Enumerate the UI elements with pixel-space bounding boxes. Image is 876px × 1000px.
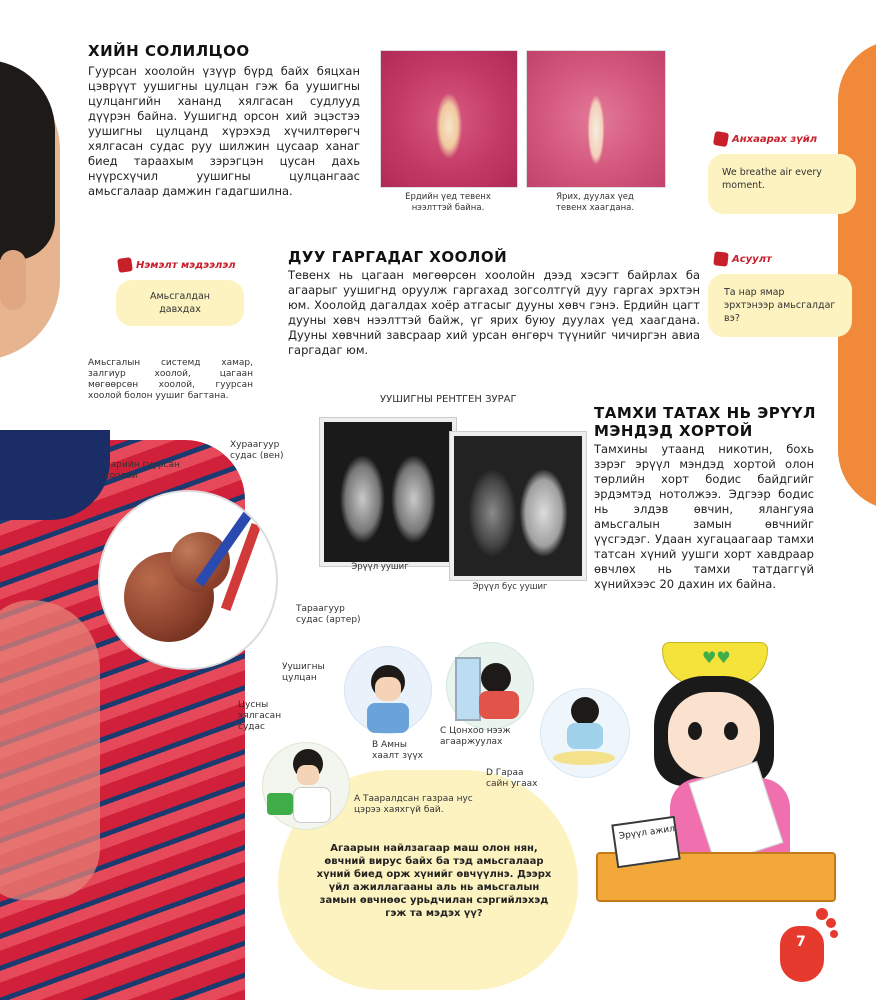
xray-title: УУШИГНЫ РЕНТГЕН ЗУРАГ: [380, 394, 517, 405]
bubble-right-text: Та нар ямар эрхтэнээр амьсгалдаг вэ?: [708, 274, 852, 337]
label-alveoli: Уушигны цулцан: [282, 662, 325, 683]
bubble-left-text: Амьсгалдан давхдах: [116, 280, 244, 326]
label-vein: Хураагуур судас (вен): [230, 440, 284, 461]
bubble-top-right-text: We breathe air every moment.: [708, 154, 856, 214]
xray-caption-unhealthy: Эрүүл бус уушиг: [472, 582, 548, 592]
respiratory-note: Амьсгалын системд хамар, залгиур хоолой, цагаан мөгөөрсөн хоолой, гуурсан хоолой болон уушиг багтана.: [88, 358, 253, 401]
label-artery: Тараагуур судас (артер): [296, 604, 361, 625]
photo-caption-left: Ердийн үед тевенх нээлттэй байна.: [405, 192, 491, 213]
tip-illustration-c: [446, 642, 534, 730]
page-number: 7: [796, 934, 806, 950]
tip-illustration-b: [344, 646, 432, 734]
bubble-right: Асуулт Та нар ямар эрхтэнээр амьсгалдаг вэ?: [708, 250, 853, 336]
photo-caption-right: Ярих, дуулах үед тевенх хаагдана.: [555, 192, 635, 213]
label-capillary: Цусны хялгасан судас: [238, 700, 282, 732]
label-bronchiole: Нарийн гуурсан хоолой: [104, 460, 180, 481]
xray-caption-healthy: Эрүүл уушиг: [351, 562, 409, 572]
cube-icon: [117, 257, 133, 273]
cube-icon: [713, 251, 728, 266]
nurse-sign: Эрүүл ажил: [618, 824, 676, 842]
tip-illustration-a: [262, 742, 350, 830]
bubble-top-right: Анхаарах зүйл We breathe air every moment.: [708, 132, 853, 214]
tip-d: D Гараа сайн угаах: [486, 768, 538, 789]
xray-healthy: [320, 418, 456, 566]
section3-title: ТАМХИ ТАТАХ НЬ ЭРҮҮЛ МЭНДЭД ХОРТОЙ: [594, 404, 816, 440]
tip-a: А Тааралдсан газраа нус цэрээ хаяхгүй бай.: [354, 794, 473, 815]
section1-paragraph: Гуурсан хоолойн үзүүр бүрд байх бяцхан цэврүүт уушигны цулцан гэж ба уушигны цулцангийн хананд хялгасан судлууд дүүрэн байна. Уушигнд орсон хий эцэстээ уушигны цулцанд хүрэхэд хүчилтөрөгч хялгасан судас руу шилжин цусаар ханаг биед тараахым зэрэгцэн цусан дахь нүүрсхүчил уушигны цулцангаас амьсгалаар дамжин гадагшилна.: [88, 64, 360, 198]
bubble-left: Нэмэлт мэдээлэл Амьсгалдан давхдах: [116, 256, 246, 330]
vocal-cords-open-photo: [380, 50, 518, 188]
hearts-icon: ♥♥: [702, 648, 731, 667]
section2-title: ДУУ ГАРГАДАГ ХООЛОЙ: [288, 248, 508, 266]
tip-b: B Амны хаалт зүүх: [372, 740, 423, 761]
question-text: Агаарын найлзагаар маш олон нян, өвчний вирус байх ба тэд амьсгалаар хүний биед орж хүнийг өвчүүлнэ. Дээрх үйл ажиллагааны аль нь амьсгалын замын өвчнөөс урьдчилан сэргийлэхэд гэж та мэдэх үү?: [316, 843, 552, 919]
section1-title: ХИЙН СОЛИЛЦОО: [88, 42, 250, 60]
section2-paragraph: Тевенх нь цагаан мөгөөрсөн хоолойн дээд хэсэгт байрлах ба агаарыг уушигнд оруулж гаргахад зогсолтгүй дуу гаргах эрхтэн юм. Хоолойд дагалдах хоёр атгасыг дууны хөвч гэнэ. Ердийн цагт дууны хөвч нээлттэй байж, үг ярих буюу дуулах үед хаагдана. Дууны хөвчний завсраар хий урсан өнгөрч түүнийг чичиргэн авиа гаргадаг юм.: [288, 268, 700, 357]
cube-icon: [713, 131, 729, 147]
section3-paragraph: Тамхины утаанд никотин, бохь зэрэг эрүүл мэндэд хортой олон төрлийн хорт бодис байдгийг эрдэмтэд нотолжээ. Эдгээр бодис нь элдэв өвчин, ялангуяа амьсгалын замын өвчнийг үүсгэдэг. Удаан хугацаагаар тамхи татсан хүний уушги хорт хавдраар өвчлөх нь тамхи татдаггүй хүнийхээс 20 дахин их байна.: [594, 442, 814, 591]
nurse-illustration: [590, 642, 840, 912]
vocal-cords-closed-photo: [526, 50, 666, 188]
alveoli-diagram: [98, 490, 278, 670]
tip-c: C Цонхоо нээж агааржуулах: [440, 726, 511, 747]
xray-unhealthy: [450, 432, 586, 580]
